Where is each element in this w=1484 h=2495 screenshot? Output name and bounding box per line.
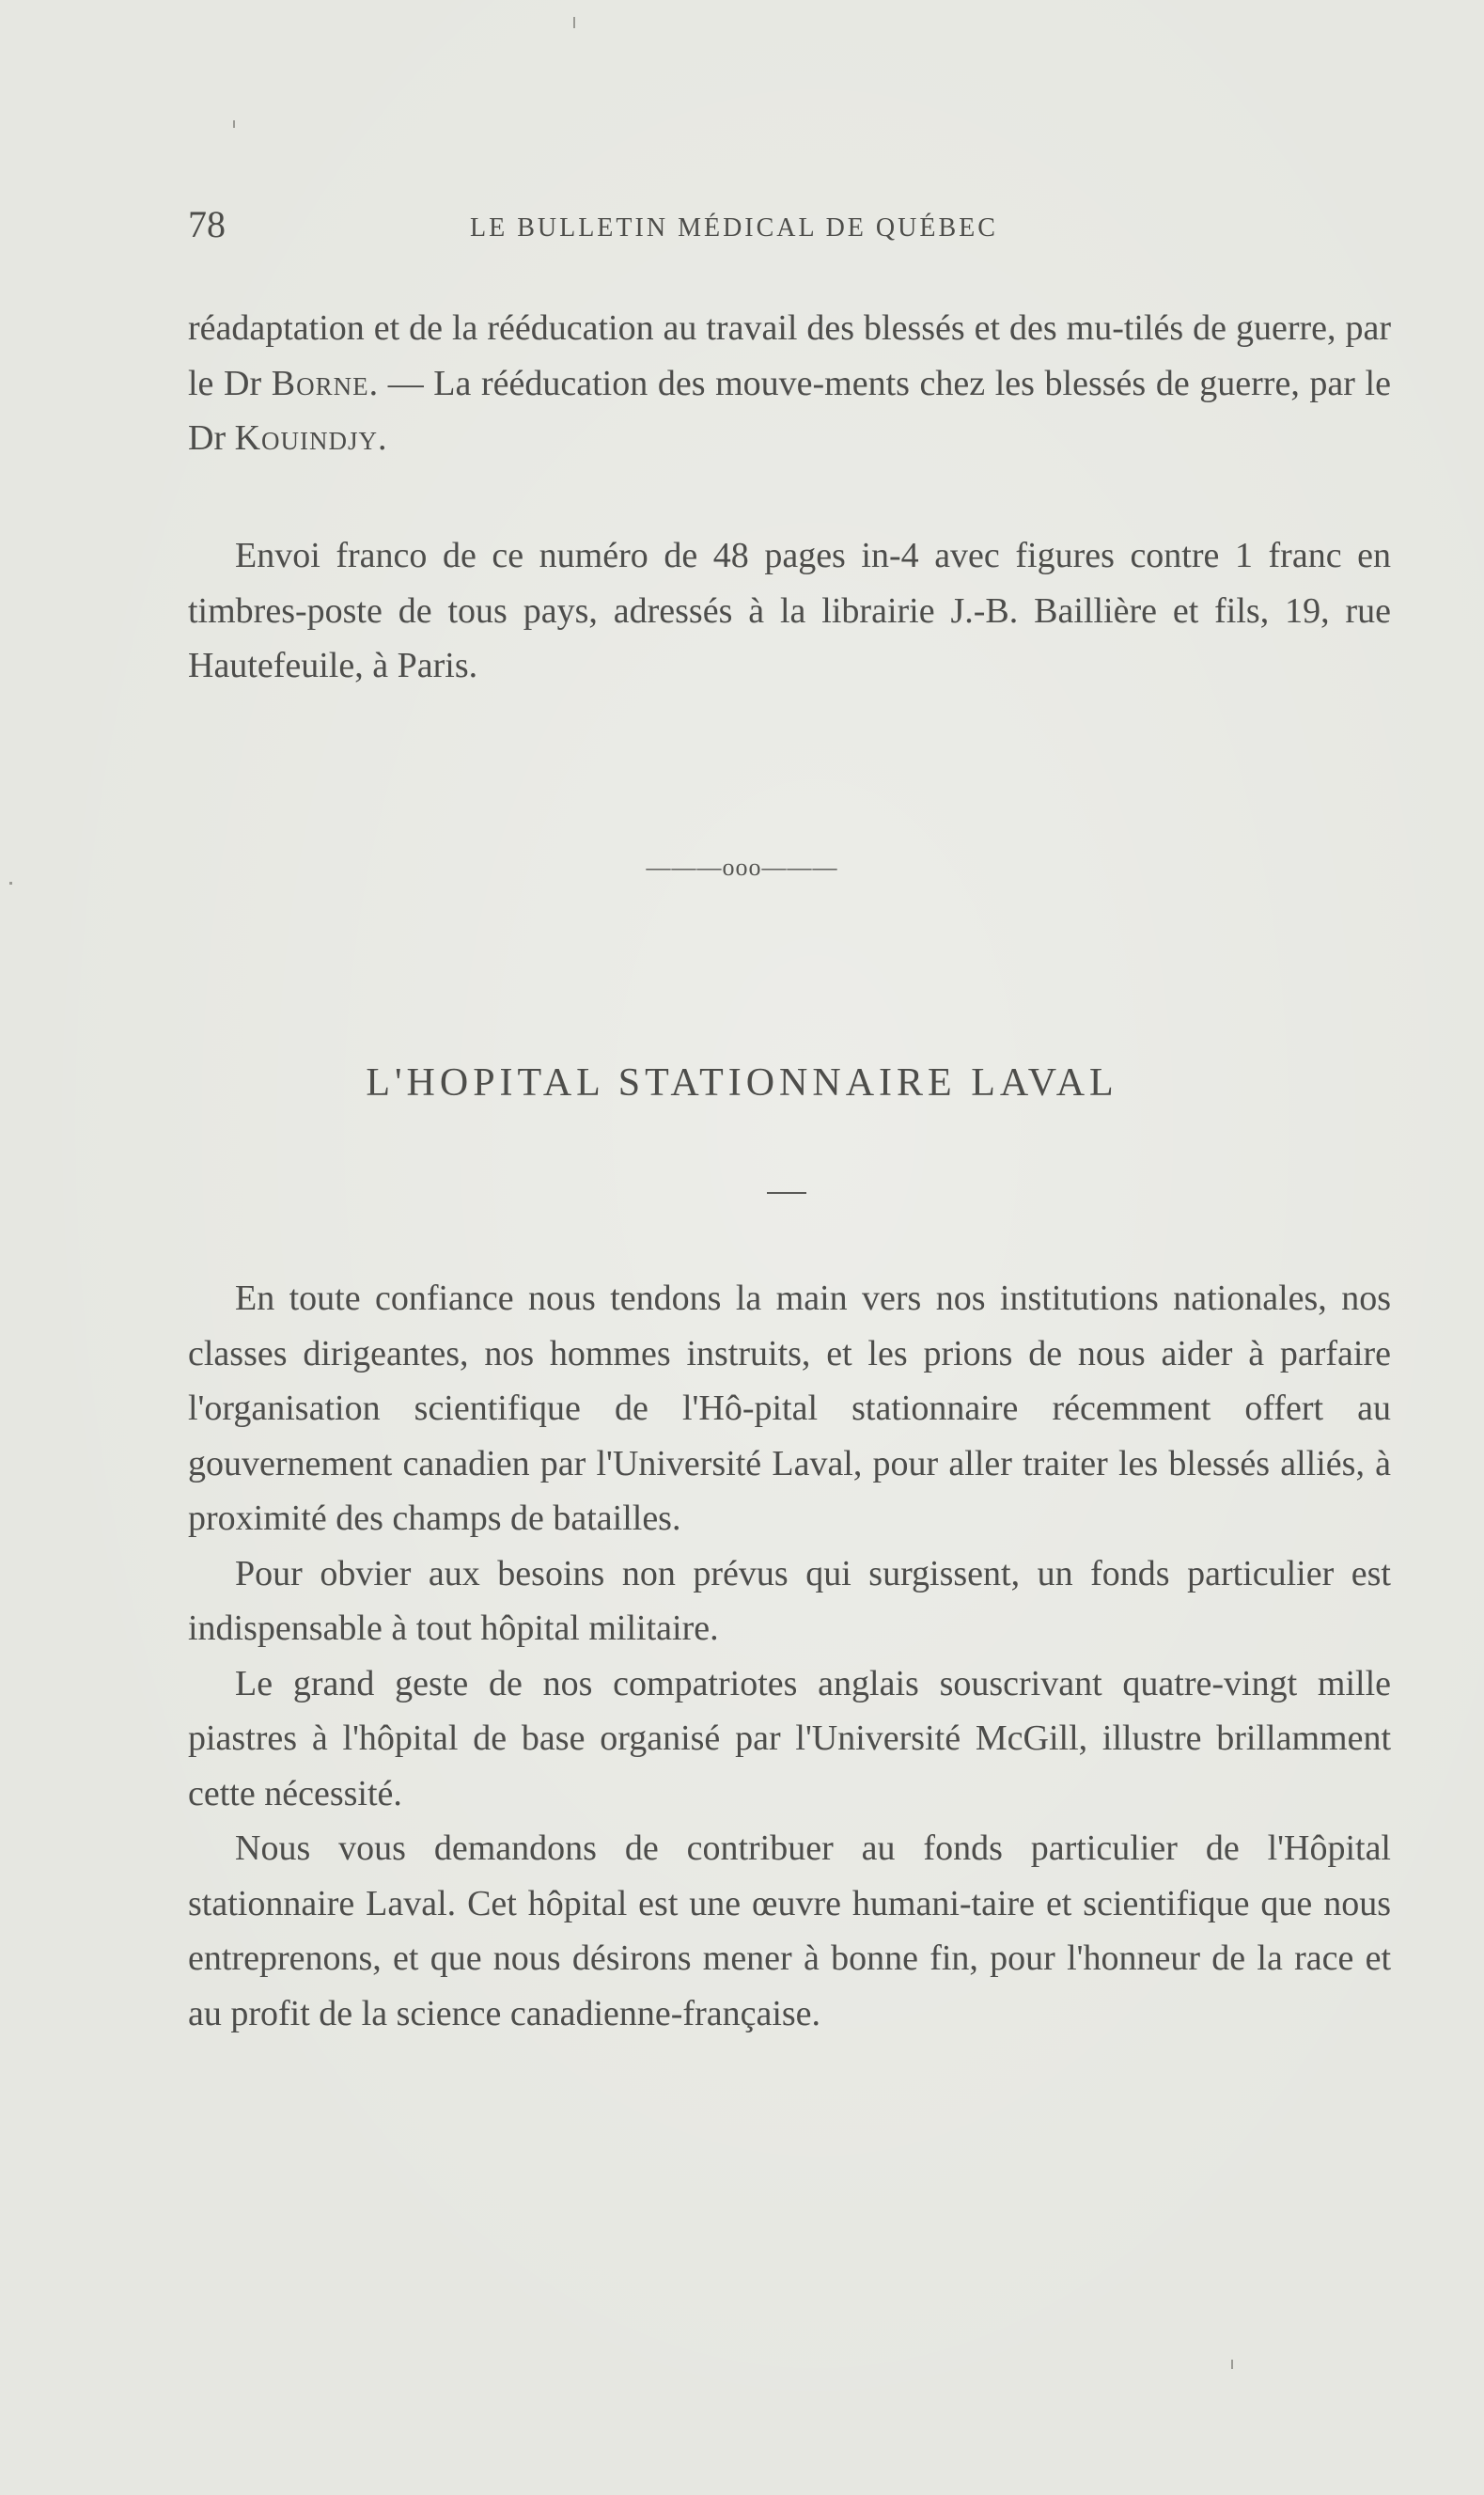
title-underline-rule xyxy=(767,1192,806,1194)
paper-speck xyxy=(573,17,575,28)
shipping-notice-text: Envoi franco de ce numéro de 48 pages in-4 avec figures contre 1 franc en timbres-poste de tous pays, adressés à la librairie J.-B. Baillière et fils, 19, rue Hautefeuile, à Paris. xyxy=(188,536,1391,685)
page-number: 78 xyxy=(188,203,226,245)
body-paragraph: En toute confiance nous tendons la main vers nos institutions nationales, nos classes dirigeantes, nos hommes instruits, et les prions de nous aider à parfaire l'organisation scientifique de l'Hô-pital stationnaire récemment offert au gouvernement canadien par l'Université Laval, pour aller traiter les blessés alliés, à proximité des champs de batailles. xyxy=(188,1279,1391,1538)
paper-speck xyxy=(233,120,235,128)
section-separator: ———ooo——— xyxy=(646,854,838,881)
shipping-notice-paragraph xyxy=(188,528,1391,694)
text-segment: . — La rééducation des mouve-ments chez les blessés de guerre, par le Dr xyxy=(188,363,1391,458)
body-paragraph: Le grand geste de nos compatriotes anglais souscrivant quatre-vingt mille piastres à l'hôpital de base organisé par l'Université McGill, illustre brillamment cette nécessité. xyxy=(188,1663,1391,1813)
author-name: Borne xyxy=(271,363,369,403)
body-paragraph: Pour obvier aux besoins non prévus qui surgissent, un fonds particulier est indispensable à tout hôpital militaire. xyxy=(188,1553,1391,1648)
running-title: LE BULLETIN MÉDICAL DE QUÉBEC xyxy=(470,213,998,243)
body-paragraph: Nous vous demandons de contribuer au fonds particulier de l'Hôpital stationnaire Laval. Cet hôpital est une œuvre humani-taire et scientifique que nous entreprenons, et que nous désirons mener à bonne fin, pour l'honneur de la race et au profit de la science canadienne-française. xyxy=(188,1828,1391,2033)
page-header xyxy=(188,202,1391,259)
section-title: L'HOPITAL STATIONNAIRE LAVAL xyxy=(366,1061,1118,1105)
continuation-paragraph xyxy=(188,301,1391,466)
author-name: Kouindjy xyxy=(234,418,379,458)
paper-speck xyxy=(9,882,12,885)
text-segment: . xyxy=(378,418,387,458)
paper-speck xyxy=(1231,2360,1233,2369)
section-body xyxy=(188,1271,1391,2041)
text-segment: réadaptation et de la rééducation au travail des blessés et des mu-tilés de guerre, par le Dr xyxy=(188,308,1391,403)
